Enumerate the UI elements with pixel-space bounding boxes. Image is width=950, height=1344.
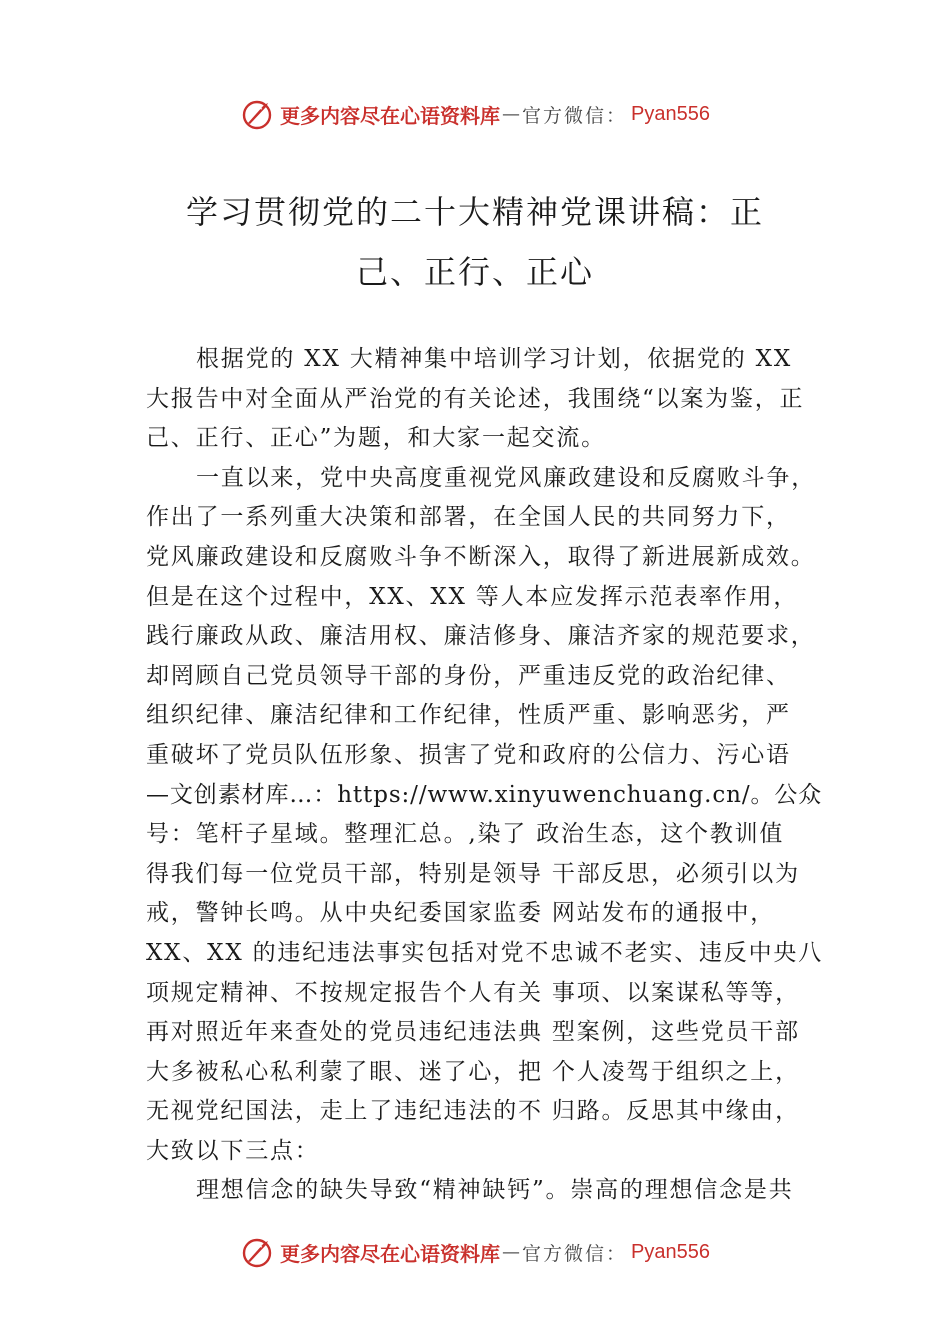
banner-wechat-label: 官方微信： xyxy=(522,104,628,127)
body-line: 重破坏了党员队伍形象、损害了党和政府的公信力、污心语 xyxy=(146,741,791,768)
body-line: 根据党的 XX 大精神集中培训学习计划，依据党的 XX xyxy=(196,346,793,372)
body-line: 但是在这个过程中，XX、XX 等人本应发挥示范表率作用， xyxy=(146,583,799,610)
banner-brand-text: 更多内容尽在心语资料库 xyxy=(280,1241,500,1266)
body-line: 大致以下三点： xyxy=(146,1137,320,1164)
header-banner xyxy=(0,94,950,134)
body-line: 一直以来，党中央高度重视党风廉政建设和反腐败斗争， xyxy=(196,464,816,491)
body-line: 再对照近年来查处的党员违纪违法典 型案例，这些党员干部 xyxy=(146,1019,800,1046)
banner-wechat-id: Pyan556 xyxy=(631,102,710,125)
title-line-2: 己、正行、正心 xyxy=(355,253,594,291)
body-line: 党风廉政建设和反腐败斗争不断深入，取得了新进展新成效。 xyxy=(146,543,816,570)
banner-dash: — xyxy=(502,1241,520,1263)
body-line: 号：笔杆子星域。整理汇总。,染了 政治生态，这个教训值 xyxy=(146,821,785,848)
body-line: 得我们每一位党员干部，特别是领导 干部反思，必须引以为 xyxy=(146,860,800,887)
body-line: 理想信念的缺失导致“精神缺钙”。崇高的理想信念是共 xyxy=(196,1177,794,1204)
banner-wechat-id: Pyan556 xyxy=(631,1240,710,1263)
banner-wechat-label: 官方微信： xyxy=(522,1242,628,1265)
body-line: 大报告中对全面从严治党的有关论述，我围绕“以案为鉴，正 xyxy=(146,385,805,412)
body-line: XX、XX 的违纪违法事实包括对党不忠诚不老实、违反中央八 xyxy=(146,939,824,966)
body-line: 大多被私心私利蒙了眼、迷了心，把 个人凌驾于组织之上， xyxy=(146,1058,800,1085)
body-line: 项规定精神、不按规定报告个人有关 事项、以案谋私等等， xyxy=(146,979,800,1006)
body-line: 践行廉政从政、廉洁用权、廉洁修身、廉洁齐家的规范要求， xyxy=(146,623,816,650)
banner-dash: — xyxy=(502,103,520,125)
quill-pen-logo-icon xyxy=(240,97,274,131)
body-line: 无视党纪国法，走上了违纪违法的不 归路。反思其中缘由， xyxy=(146,1098,800,1125)
title-line-1: 学习贯彻党的二十大精神党课讲稿：正 xyxy=(185,193,764,231)
banner-brand-text: 更多内容尽在心语资料库 xyxy=(280,103,500,128)
body-line: 组织纪律、廉洁纪律和工作纪律，性质严重、影响恶劣，严 xyxy=(146,702,791,729)
body-line: —文创素材库…：https://www.xinyuwenchuang.cn/。公众 xyxy=(146,781,823,808)
body-line: 作出了一系列重大决策和部署，在全国人民的共同努力下， xyxy=(146,504,791,531)
quill-pen-logo-icon xyxy=(240,1235,274,1269)
body-line: 戒，警钟长鸣。从中央纪委国家监委 网站发布的通报中， xyxy=(146,900,776,927)
body-line: 己、正行、正心”为题，和大家一起交流。 xyxy=(146,425,606,452)
body-line: 却罔顾自己党员领导干部的身份，严重违反党的政治纪律、 xyxy=(146,662,791,689)
document-body xyxy=(146,340,826,1211)
footer-banner xyxy=(0,1232,950,1272)
document-title xyxy=(150,182,800,302)
